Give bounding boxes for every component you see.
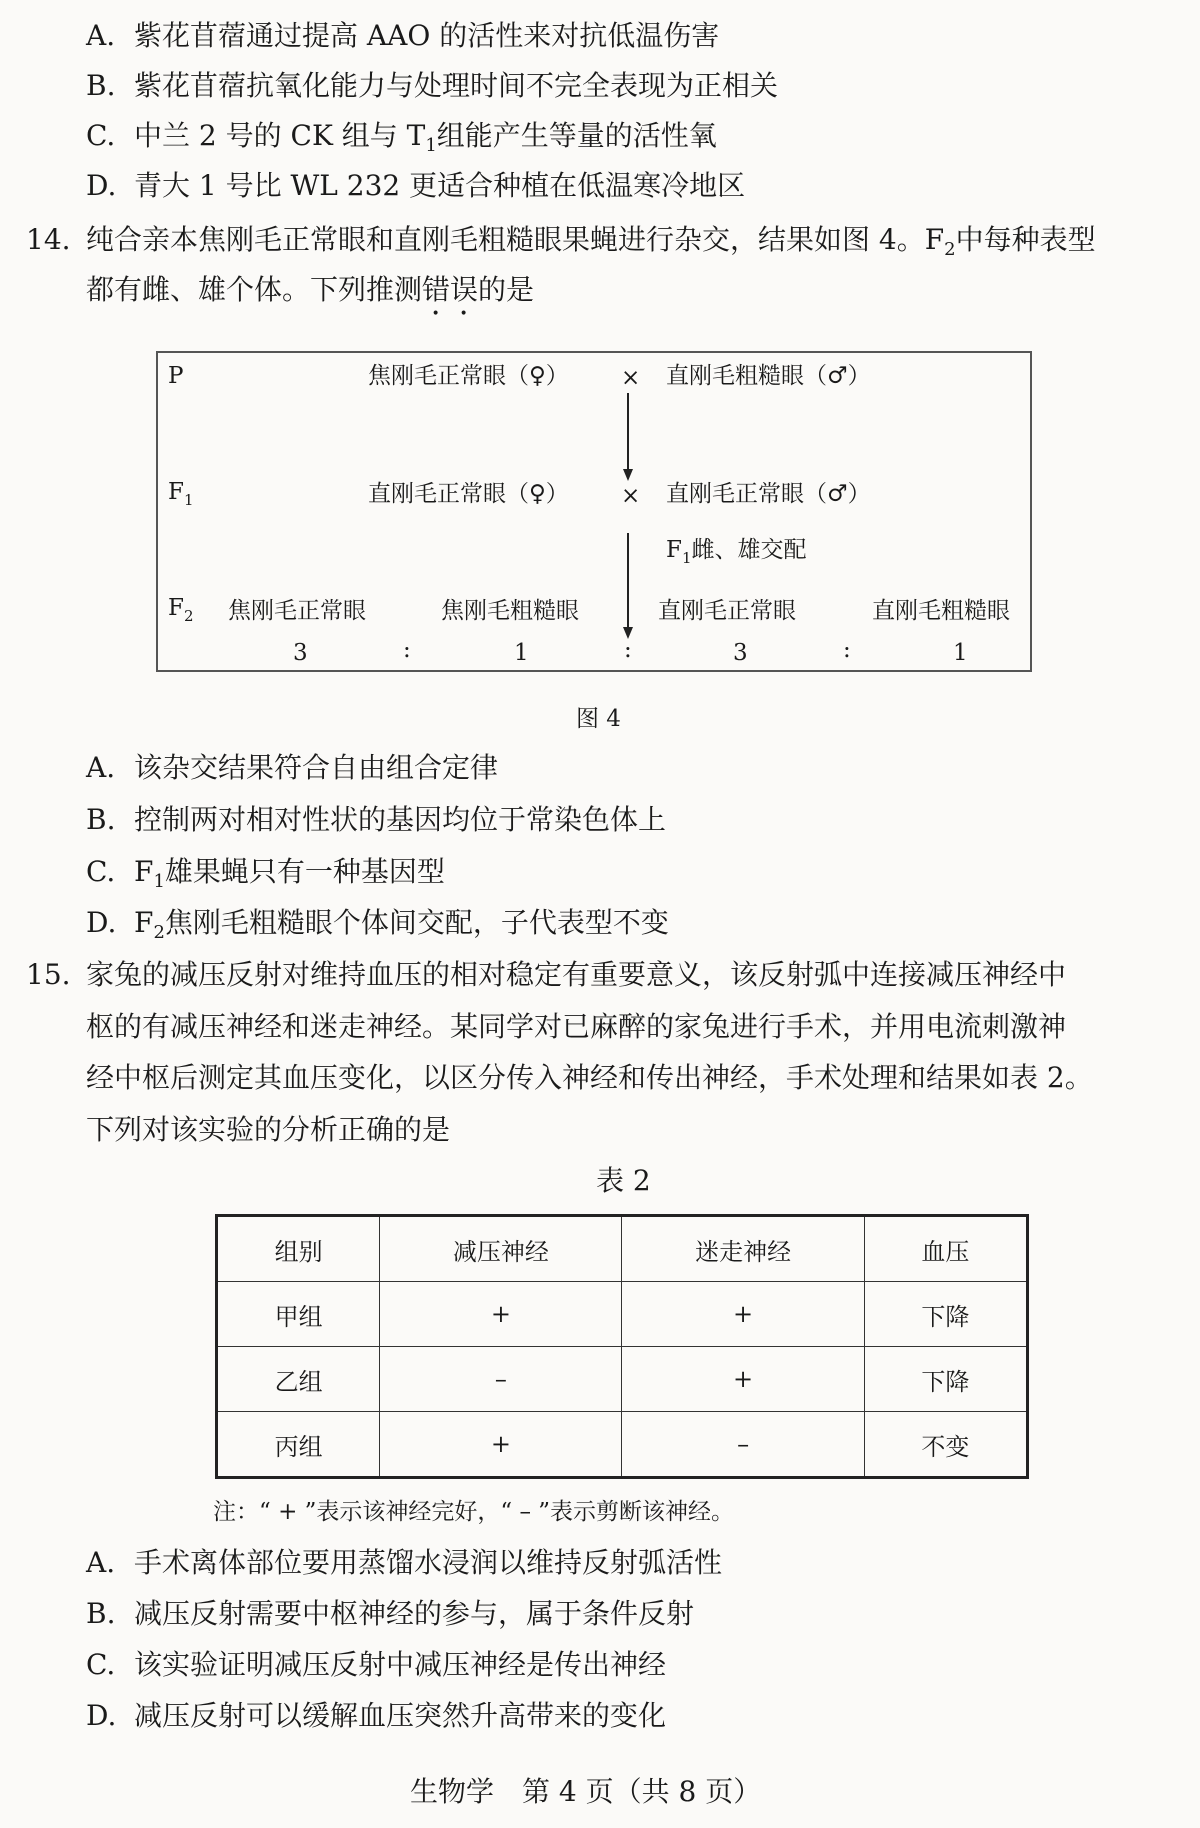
table-2-caption: 表 2 bbox=[596, 1164, 651, 1197]
table-cell: 乙组 bbox=[217, 1347, 380, 1412]
table-header-row bbox=[217, 1216, 1028, 1282]
q13-option-d: D. 青大 1 号比 WL 232 更适合种植在低温寒冷地区 bbox=[86, 169, 746, 202]
f2-ratio: 1 bbox=[514, 640, 529, 666]
table-cell: – bbox=[380, 1347, 622, 1412]
f1-mating-note: $F_1$雌、雄交配 bbox=[666, 537, 807, 567]
page-footer: 生物学 第 4 页（共 8 页） bbox=[410, 1775, 762, 1808]
table-cell: 甲组 bbox=[217, 1282, 380, 1347]
table-row bbox=[217, 1347, 1028, 1412]
table-cell: 下降 bbox=[864, 1347, 1027, 1412]
f1-male-phenotype: 直刚毛正常眼（♂） bbox=[666, 481, 871, 507]
q14-stem-line1: 纯合亲本焦刚毛正常眼和直刚毛粗糙眼果蝇进行杂交，结果如图 4。$F_2$中每种表型 bbox=[86, 223, 1096, 260]
q15-stem-line: 经中枢后测定其血压变化，以区分传入神经和传出神经，手术处理和结果如表 2。 bbox=[86, 1061, 1093, 1094]
f2-phenotype: 焦刚毛粗糙眼 bbox=[441, 598, 579, 624]
table-cell: + bbox=[622, 1347, 864, 1412]
figure-4-caption: 图 4 bbox=[576, 706, 621, 732]
q15-option-a: A. 手术离体部位要用蒸馏水浸润以维持反射弧活性 bbox=[86, 1546, 723, 1579]
figure-4-cross-diagram bbox=[156, 351, 1032, 672]
table-header-cell: 迷走神经 bbox=[622, 1216, 864, 1282]
q14-option-b: B. 控制两对相对性状的基因均位于常染色体上 bbox=[86, 803, 667, 836]
table-header-cell: 组别 bbox=[217, 1216, 380, 1282]
f2-phenotype: 直刚毛正常眼 bbox=[658, 598, 796, 624]
q14-option-c: C. $F_1$雄果蝇只有一种基因型 bbox=[86, 855, 445, 892]
q13-option-b: B. 紫花苜蓿抗氧化能力与处理时间不完全表现为正相关 bbox=[86, 69, 779, 102]
q13-option-c: C. 中兰 2 号的 CK 组与 $T_1$组能产生等量的活性氧 bbox=[86, 119, 717, 156]
p-female-phenotype: 焦刚毛正常眼（♀） bbox=[368, 363, 569, 389]
f1-generation-label: $F_1$ bbox=[168, 479, 194, 509]
q15-stem-line: 下列对该实验的分析正确的是 bbox=[86, 1113, 451, 1146]
f2-ratio: 3 bbox=[733, 640, 748, 666]
f1-cross-symbol: × bbox=[621, 483, 641, 509]
ratio-separator: : bbox=[843, 637, 851, 663]
q13-option-a: A. 紫花苜蓿通过提高 AAO 的活性来对抗低温伤害 bbox=[86, 19, 720, 52]
table-cell: + bbox=[622, 1282, 864, 1347]
f1-female-phenotype: 直刚毛正常眼（♀） bbox=[368, 481, 569, 507]
arrow-icon bbox=[620, 393, 636, 643]
q15-number: 15. bbox=[26, 958, 71, 991]
table-cell: 不变 bbox=[864, 1412, 1027, 1478]
q15-stem-line: 枢的有减压神经和迷走神经。某同学对已麻醉的家兔进行手术，并用电流刺激神 bbox=[86, 1010, 1067, 1043]
table-cell: + bbox=[380, 1412, 622, 1478]
p-generation-label: P bbox=[168, 363, 184, 389]
table-row bbox=[217, 1282, 1028, 1347]
table-header-cell: 血压 bbox=[864, 1216, 1027, 1282]
emphasized-word: 错误 bbox=[422, 273, 479, 306]
f2-phenotype: 直刚毛粗糙眼 bbox=[872, 598, 1010, 624]
table-cell: 丙组 bbox=[217, 1412, 380, 1478]
q15-option-b: B. 减压反射需要中枢神经的参与，属于条件反射 bbox=[86, 1597, 695, 1630]
ratio-separator: : bbox=[403, 637, 411, 663]
table-2 bbox=[215, 1214, 1029, 1479]
table-cell: 下降 bbox=[864, 1282, 1027, 1347]
table-header-cell: 减压神经 bbox=[380, 1216, 622, 1282]
f2-ratio: 1 bbox=[953, 640, 968, 666]
q15-stem-line: 家兔的减压反射对维持血压的相对稳定有重要意义，该反射弧中连接减压神经中 bbox=[86, 958, 1067, 991]
f2-ratio: 3 bbox=[293, 640, 308, 666]
p-cross-symbol: × bbox=[621, 365, 641, 391]
table-row bbox=[217, 1412, 1028, 1478]
table-2-note: 注：“ + ”表示该神经完好，“ – ”表示剪断该神经。 bbox=[213, 1499, 735, 1525]
q14-number: 14. bbox=[26, 223, 71, 256]
q14-stem-line2: 都有雌、雄个体。下列推测错误的是 bbox=[86, 273, 535, 306]
q14-option-a: A. 该杂交结果符合自由组合定律 bbox=[86, 751, 499, 784]
table-cell: + bbox=[380, 1282, 622, 1347]
table-cell: – bbox=[622, 1412, 864, 1478]
ratio-separator: : bbox=[624, 637, 632, 663]
f2-phenotype: 焦刚毛正常眼 bbox=[228, 598, 366, 624]
q15-option-c: C. 该实验证明减压反射中减压神经是传出神经 bbox=[86, 1648, 667, 1681]
f2-generation-label: $F_2$ bbox=[168, 595, 194, 625]
p-male-phenotype: 直刚毛粗糙眼（♂） bbox=[666, 363, 871, 389]
q14-option-d: D. $F_2$焦刚毛粗糙眼个体间交配，子代表型不变 bbox=[86, 906, 669, 943]
q15-option-d: D. 减压反射可以缓解血压突然升高带来的变化 bbox=[86, 1699, 667, 1732]
